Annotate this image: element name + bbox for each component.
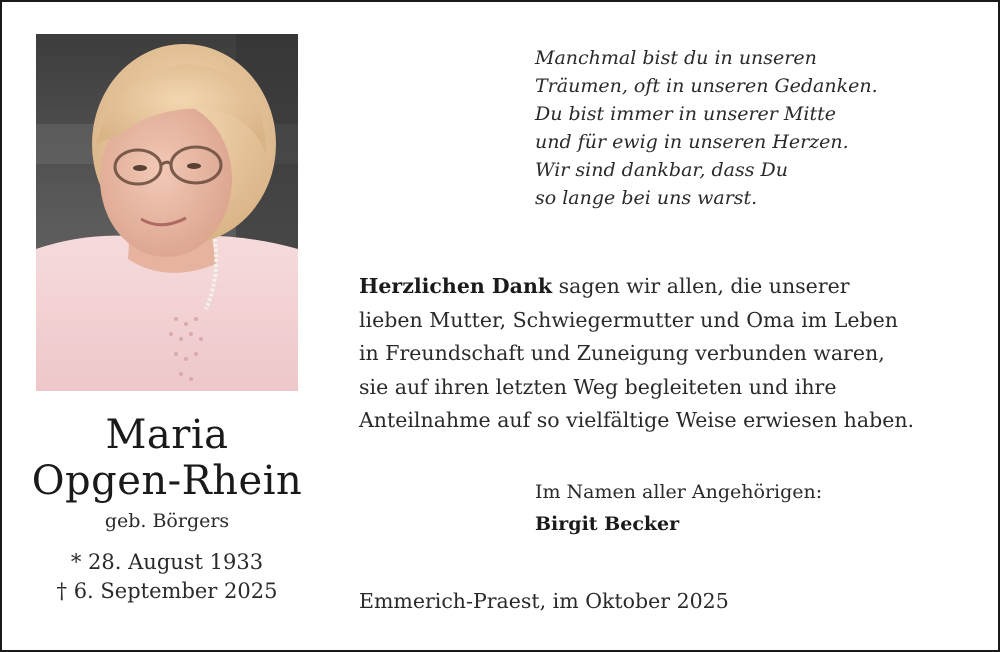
poem-line: Träumen, oft in unseren Gedanken.	[535, 75, 878, 97]
poem-line: Wir sind dankbar, dass Du	[535, 159, 788, 181]
poem	[535, 44, 878, 212]
thanks-line	[359, 270, 914, 304]
signer-name: Birgit Becker	[535, 513, 680, 535]
life-dates	[12, 548, 322, 606]
last-name: Opgen-Rhein	[31, 458, 303, 504]
signature-block	[535, 476, 822, 540]
maiden-name: geb. Börgers	[104, 510, 230, 532]
poem-line: Du bist immer in unserer Mitte	[535, 103, 836, 125]
poem-line: so lange bei uns warst.	[535, 187, 758, 209]
place-date: Emmerich-Praest, im Oktober 2025	[359, 589, 729, 613]
thanks-lead: Herzlichen Dank	[359, 274, 553, 298]
birth-date: * 28. August 1933	[70, 550, 264, 574]
thanks-line: Anteilnahme auf so vielfältige Weise erwiesen haben.	[359, 408, 915, 432]
name-block	[12, 412, 322, 606]
thanks-line-rest: sagen wir allen, die unserer	[552, 274, 850, 298]
portrait-photo	[36, 34, 298, 391]
signature-intro: Im Namen aller Angehörigen:	[535, 481, 823, 503]
thanks-line: lieben Mutter, Schwiegermutter und Oma im Leben	[359, 307, 898, 332]
poem-line: Manchmal bist du in unseren	[535, 47, 817, 69]
thanks-line: sie auf ihren letzten Weg begleiteten und ihre	[359, 374, 837, 399]
portrait-image	[36, 34, 298, 391]
thanks-line: in Freundschaft und Zuneigung verbunden waren,	[359, 341, 885, 365]
poem-line: und für ewig in unseren Herzen.	[535, 131, 849, 153]
thanks-paragraph	[359, 270, 914, 438]
death-date: † 6. September 2025	[56, 579, 278, 603]
first-name: Maria	[105, 412, 229, 458]
